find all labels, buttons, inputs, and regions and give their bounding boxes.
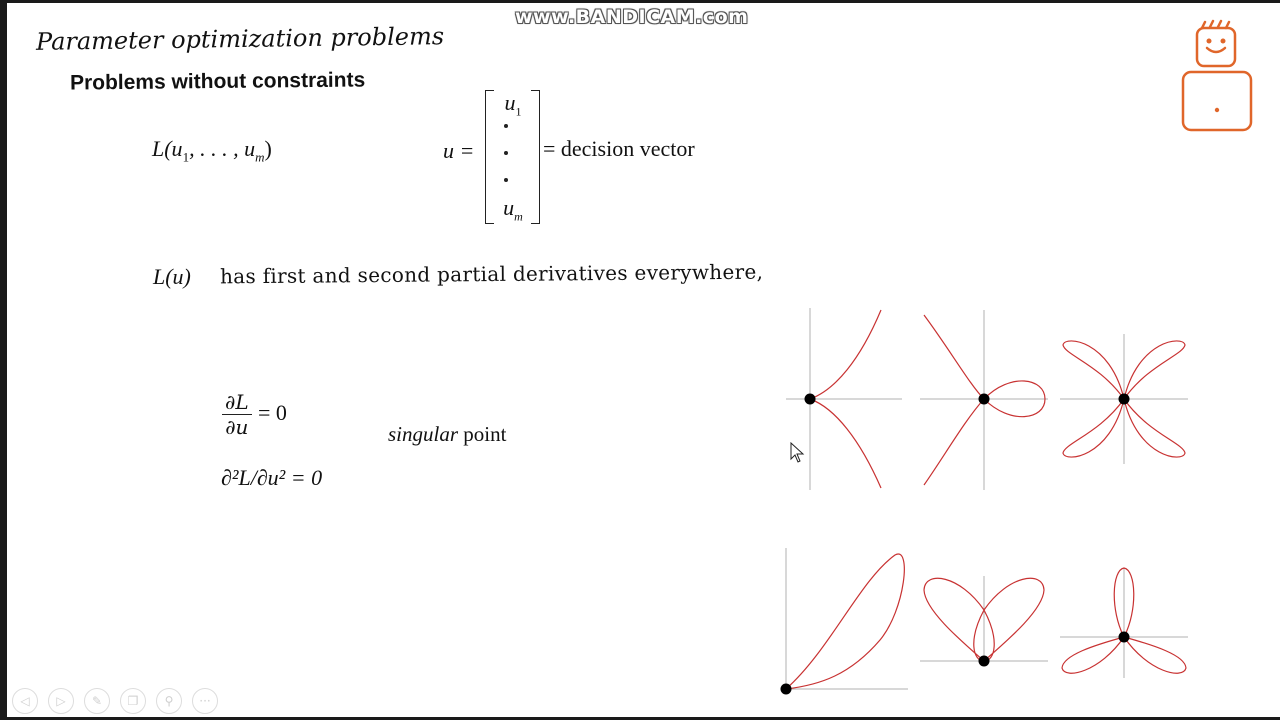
derivative-statement: has first and second partial derivatives everywhere, (219, 259, 764, 289)
mascot-icon (1180, 18, 1254, 134)
slide-toolbar (12, 688, 218, 714)
fraction-numerator: ∂L (222, 390, 252, 415)
vector-lhs: u = (443, 138, 475, 163)
singular-point-dot (805, 394, 816, 405)
slide-subtitle: Problems without constraints (69, 68, 366, 95)
second-derivative-condition: ∂²L/∂u² = 0 (221, 465, 323, 490)
slide-title: Parameter optimization problems (35, 22, 445, 56)
singular-point-dot (979, 656, 990, 667)
pen-icon[interactable]: ✎ (84, 688, 110, 714)
singular-point-dot (1119, 632, 1130, 643)
figure-three-petal (1060, 568, 1188, 678)
vector-label: = decision vector (543, 136, 695, 161)
singular-point-dot (1119, 394, 1130, 405)
singular-point-dot (979, 394, 990, 405)
more-icon[interactable]: ··· (192, 688, 218, 714)
copy-icon[interactable]: ❐ (120, 688, 146, 714)
function-expression: $L(u_1$, . . . , $u_m$) (152, 136, 272, 165)
first-derivative-equals: = 0 (258, 400, 287, 425)
mouse-cursor-icon (790, 442, 806, 464)
fraction-denominator: ∂u (225, 415, 249, 439)
singular-point-dot (781, 684, 792, 695)
prev-icon[interactable]: ◁ (12, 688, 38, 714)
figure-leaf-curve (786, 554, 904, 689)
vector-bottom-entry: $u_m$ (503, 195, 523, 224)
next-icon[interactable]: ▷ (48, 688, 74, 714)
vector-top-entry: $u_1$ (504, 90, 522, 119)
recorder-watermark: www.BANDICAM.com (515, 6, 749, 28)
lu-symbol: L(u) (153, 264, 191, 289)
singular-point-label: singular point (388, 422, 507, 446)
figure-two-petal (920, 576, 1048, 664)
zoom-icon[interactable]: ⚲ (156, 688, 182, 714)
